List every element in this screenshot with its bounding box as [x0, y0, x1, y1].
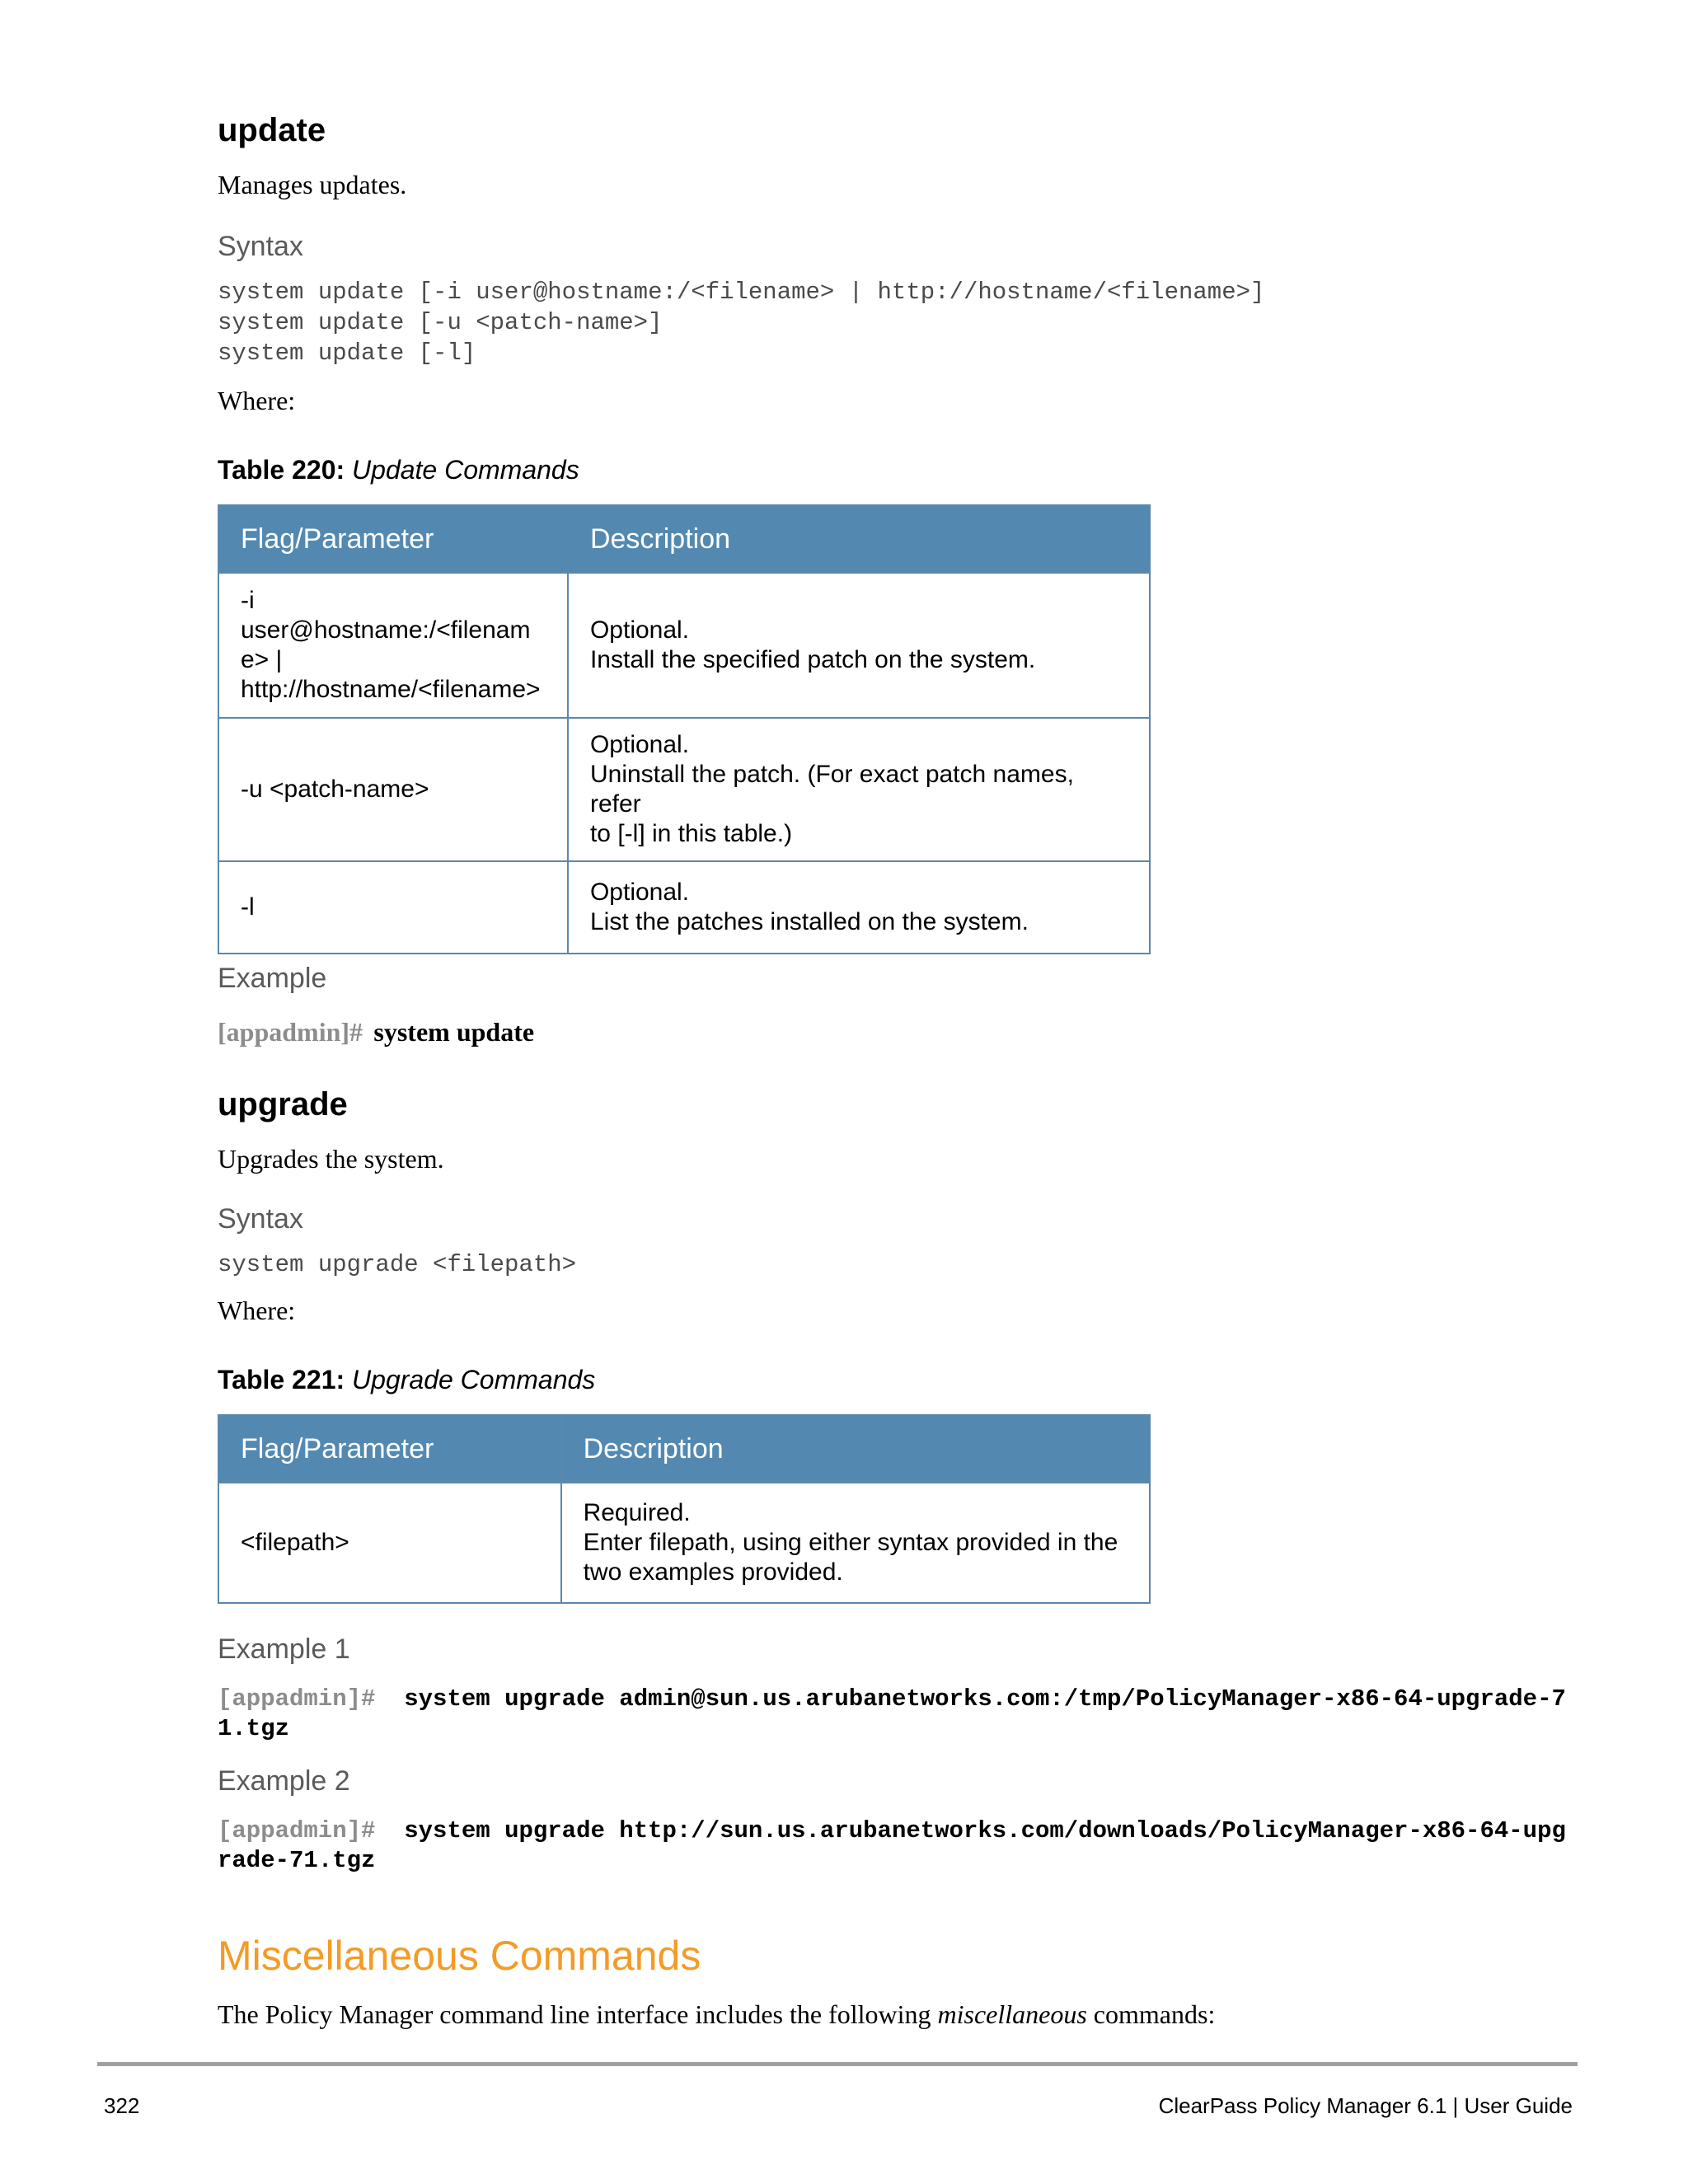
- header-flag-parameter: Flag/Parameter: [218, 1415, 561, 1483]
- misc-intro-emphasis: miscellaneous: [937, 1999, 1087, 2029]
- example-2-continuation: rade-71.tgz: [218, 1847, 376, 1874]
- upgrade-example-1-heading: Example 1: [218, 1633, 350, 1665]
- example-1-prompt: [appadmin]#: [218, 1685, 376, 1713]
- upgrade-syntax-line: system upgrade <filepath>: [218, 1251, 577, 1278]
- description-cell: [568, 718, 1150, 861]
- upgrade-commands-table: [218, 1414, 1151, 1604]
- update-syntax-block: [218, 277, 1264, 368]
- description-cell: [561, 1483, 1150, 1603]
- table-header-row: [218, 505, 1150, 573]
- header-description: Description: [568, 505, 1150, 573]
- update-commands-table: [218, 504, 1151, 954]
- update-heading: update: [218, 112, 326, 148]
- update-syntax-line-2: system update [-u <patch-name>]: [218, 309, 663, 336]
- example-command: system update: [373, 1017, 535, 1047]
- description-cell: [568, 861, 1150, 954]
- example-2-line: [218, 1816, 1566, 1846]
- misc-heading: Miscellaneous Commands: [218, 1933, 701, 1979]
- param-line: http://hostname/<filename>: [241, 676, 541, 703]
- update-syntax-line-1: system update [-i user@hostname:/<filename> | http://hostname/<filename>]: [218, 279, 1265, 306]
- upgrade-where: Where:: [218, 1296, 296, 1325]
- example-1-line: [218, 1685, 1566, 1714]
- update-example-heading: Example: [218, 963, 327, 994]
- param-line: -i: [241, 587, 255, 614]
- desc-line: two examples provided.: [583, 1558, 843, 1586]
- table-header-row: [218, 1415, 1150, 1483]
- table-row: [218, 1483, 1150, 1603]
- header-flag-parameter: Flag/Parameter: [218, 505, 568, 573]
- param-line: user@hostname:/<filenam: [241, 616, 531, 644]
- table-row: [218, 718, 1150, 861]
- upgrade-example-2-heading: Example 2: [218, 1765, 350, 1797]
- param-cell: [218, 1483, 561, 1603]
- footer-divider: [97, 2062, 1578, 2066]
- param-line: -u <patch-name>: [241, 776, 429, 803]
- update-syntax-heading: Syntax: [218, 231, 303, 262]
- example-2-prompt: [appadmin]#: [218, 1817, 376, 1844]
- footer-doc-title: ClearPass Policy Manager 6.1 | User Guide: [1158, 2093, 1573, 2118]
- param-cell: [218, 861, 568, 954]
- page-number: 322: [104, 2093, 140, 2118]
- param-line: <filepath>: [241, 1529, 349, 1556]
- desc-line: Optional.: [589, 731, 690, 758]
- desc-line: Optional.: [589, 879, 690, 906]
- table-row: [218, 861, 1150, 954]
- upgrade-heading: upgrade: [218, 1086, 348, 1122]
- param-line: e> |: [241, 646, 283, 673]
- example-1-command: system upgrade admin@sun.us.arubanetworks.com:/tmp/PolicyManager-x86-64-upgrade-7: [404, 1685, 1566, 1713]
- misc-intro: [218, 1999, 1215, 2030]
- upgrade-syntax-heading: Syntax: [218, 1203, 303, 1235]
- param-line: -l: [241, 893, 255, 921]
- desc-line: Required.: [583, 1499, 691, 1526]
- example-1-continuation: 1.tgz: [218, 1715, 290, 1742]
- table-221-title: Upgrade Commands: [352, 1365, 596, 1394]
- description-cell: [568, 573, 1150, 718]
- desc-line: to [-l] in this table.): [589, 820, 793, 847]
- table-row: [218, 573, 1150, 718]
- desc-line: Uninstall the patch. (For exact patch names, refer: [589, 761, 1074, 818]
- desc-line: Enter filepath, using either syntax provided in the: [583, 1529, 1118, 1556]
- table-220-title: Update Commands: [352, 455, 579, 485]
- update-where: Where:: [218, 386, 296, 415]
- update-syntax-line-3: system update [-l]: [218, 340, 476, 367]
- update-example-line: [218, 1017, 534, 1047]
- table-221-label: Table 221:: [218, 1365, 345, 1394]
- table-221-caption: [218, 1365, 595, 1395]
- param-cell: [218, 718, 568, 861]
- upgrade-description: Upgrades the system.: [218, 1144, 444, 1174]
- example-prompt: [appadmin]#: [218, 1017, 363, 1047]
- table-220-label: Table 220:: [218, 455, 345, 485]
- param-cell: [218, 573, 568, 718]
- misc-intro-after: commands:: [1086, 1999, 1216, 2029]
- upgrade-example-1-block: [218, 1685, 1566, 1744]
- table-220-caption: [218, 455, 579, 485]
- desc-line: Optional.: [589, 616, 690, 644]
- example-2-command: system upgrade http://sun.us.arubanetworks.com/downloads/PolicyManager-x86-64-upg: [404, 1817, 1566, 1844]
- misc-intro-before: The Policy Manager command line interface includes the following: [218, 1999, 938, 2029]
- desc-line: List the patches installed on the system.: [589, 908, 1029, 935]
- desc-line: Install the specified patch on the system.: [589, 646, 1036, 673]
- header-description: Description: [561, 1415, 1150, 1483]
- update-description: Manages updates.: [218, 170, 407, 199]
- upgrade-example-2-block: [218, 1816, 1566, 1876]
